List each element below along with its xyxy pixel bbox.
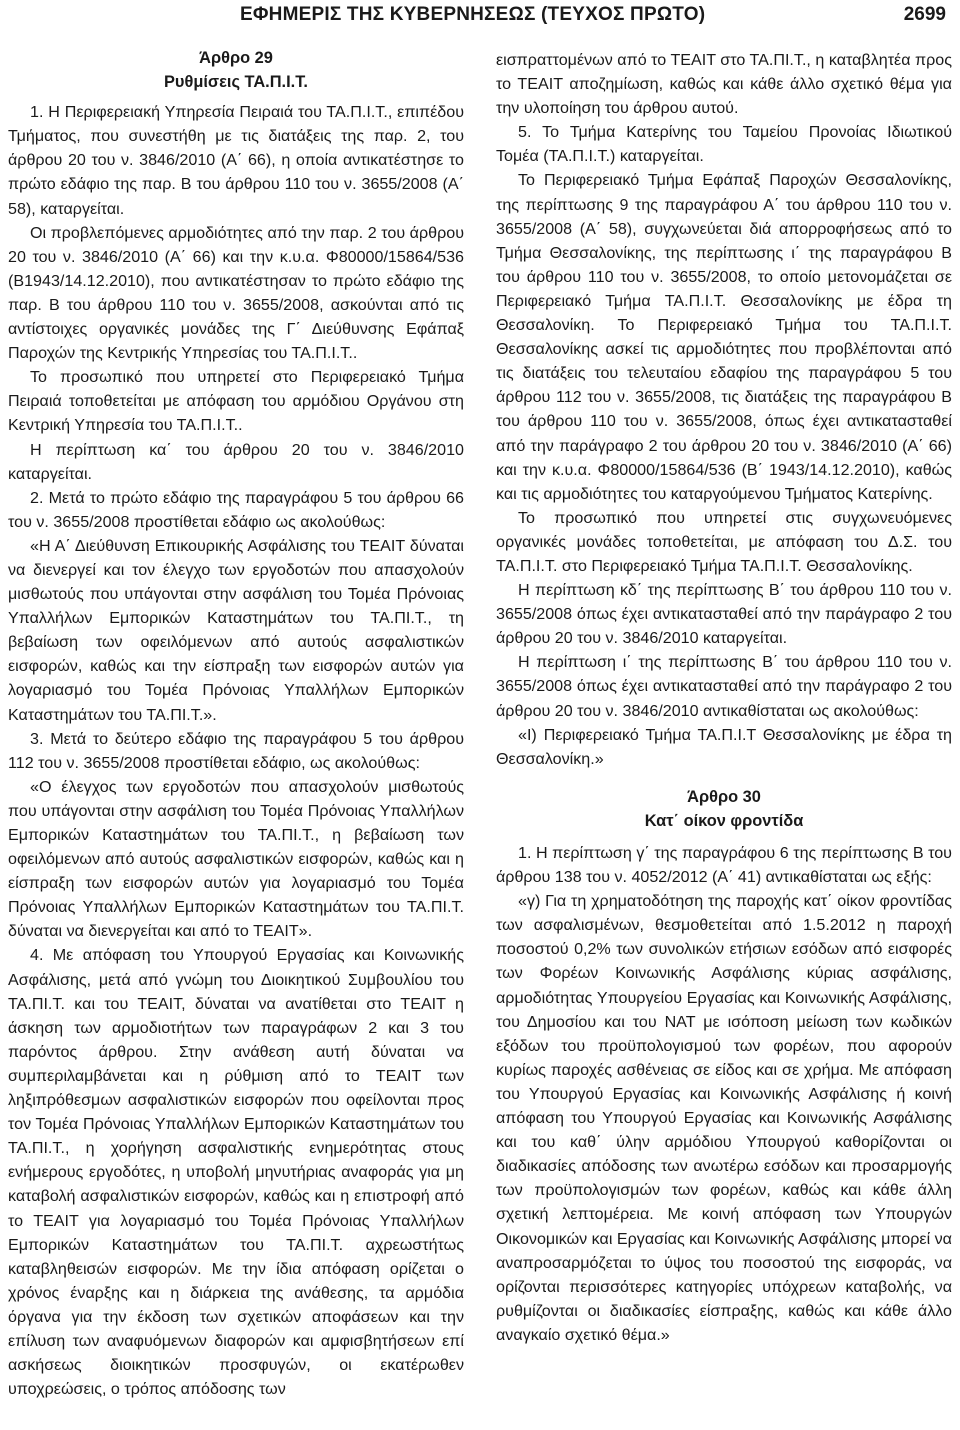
paragraph: Η περίπτωση κα΄ του άρθρου 20 του ν. 3846/2010 καταργείται. [8,440,464,483]
paragraph: 5. Το Τμήμα Κατερίνης του Ταμείου Προνοίας Ιδιωτικού Τομέα (ΤΑ.Π.Ι.Τ.) καταργείται. [496,123,952,166]
right-column [496,48,952,1347]
quoted-paragraph: «Η Α΄ Διεύθυνση Επικουρικής Ασφάλισης του ΤΕΑΙΤ δύναται να διενεργεί και τον έλεγχο των εργοδοτών που απασχολούν μισθωτούς που υπάγονται στην ασφάλιση του Τομέα Πρόνοιας Υπαλλήλων Εμπορικών Καταστημάτων του ΤΑ.ΠΙ.Τ., τη βεβαίωση των οφειλόμενων από αυτούς ασφαλιστικών εισφορών, καθώς και την είσπραξη των εισφορών αυτών για λογαριασμό του Τομέα Πρόνοιας Υπαλλήλων Εμπορικών Καταστημάτων του ΤΑ.ΠΙ.Τ.». [8,536,464,724]
paragraph: Οι προβλεπόμενες αρμοδιότητες από την παρ. 2 του άρθρου 20 του ν. 3846/2010 (Α΄ 66) και την κ.υ.α. Φ80000/15864/536 (Β1943/14.12.2010), που αντικατέστησαν το πρώτο εδάφιο της παρ. Β του άρθρου 110 του ν. 3655/2008, ασκούνται από τις αντίστοιχες οργανικές μονάδες της Γ΄ Διεύθυνσης Εφάπαξ Παροχών της Κεντρικής Υπηρεσίας του ΤΑ.Π.Ι.Τ.. [8,223,464,363]
paragraph: Η περίπτωση ι΄ της περίπτωσης Β΄ του άρθρου 110 του ν. 3655/2008 όπως έχει αντικατασταθεί από την παράγραφο 2 του άρθρου 20 του ν. 3846/2010 αντικαθίσταται ως ακολούθως: [496,653,952,720]
paragraph: Το Περιφερειακό Τμήμα Εφάπαξ Παροχών Θεσσαλονίκης, της περίπτωσης 9 της παραγράφου Α΄ του άρθρου 110 του ν. 3655/2008 (Α΄ 58), συγχωνεύεται διά απορροφήσεως από το Τμήμα Θεσσαλονίκης, της περίπτωσης ι΄ της παραγράφου Β του άρθρου 110 του ν. 3655/2008, το οποίο μετονομάζεται σε Περιφερειακό Τμήμα ΤΑ.Π.Ι.Τ. Θεσσαλονίκης με έδρα τη Θεσσαλονίκη. Το Περιφερειακό Τμήμα του ΤΑ.Π.Ι.Τ. Θεσσαλονίκης ασκεί τις αρμοδιότητες που προβλέπονται από τις διατάξεις του τελευταίου εδαφίου της παραγράφου 5 του άρθρου 112 του ν. 3655/2008, τις διατάξεις της παραγράφου Β του άρθρου 110 του ν. 3655/2008, όπως έχει αντικατασταθεί από την παράγραφο 2 του άρθρου 20 του ν. 3846/2010 (Α΄ 66) και την κ.υ.α. Φ80000/15864/536 (Β΄ 1943/14.12.2010), καθώς και τις αρμοδιότητες του καταργούμενου Τμήματος Κατερίνης. [496,171,952,503]
paragraph: Η περίπτωση κδ΄ της περίπτωσης Β΄ του άρθρου 110 του ν. 3655/2008 όπως έχει αντικατασταθεί από την παράγραφο 2 του άρθρου 20 του ν. 3846/2010 καταργείται. [496,581,952,648]
page-number: 2699 [903,4,946,25]
left-column [8,46,464,1401]
gazette-title: ΕΦΗΜΕΡΙΣ ΤΗΣ ΚΥΒΕΡΝΗΣΕΩΣ (ΤΕΥΧΟΣ ΠΡΩΤΟ) [240,4,706,25]
paragraph-continued: εισπραττομένων από το ΤΕΑΙΤ στο ΤΑ.ΠΙ.Τ., η καταβλητέα προς το ΤΕΑΙΤ αποζημίωση, καθώς και κάθε άλλο σχετικό θέμα για την υλοποίηση του άρθρου αυτού. [496,51,952,118]
paragraph: 1. Η Περιφερειακή Υπηρεσία Πειραιά του ΤΑ.Π.Ι.Τ., επιπέδου Τμήματος, που συνεστήθη με τις διατάξεις της παρ. 2, του άρθρου 20 του ν. 3846/2010 (Α΄ 66), η οποία αντικατέστησε το πρώτο εδάφιο της παρ. Β του άρθρου 110 του ν. 3655/2008 (Α΄ 58), καταργείται. [8,103,464,218]
article-30-number: Άρθρο 30 [687,787,761,806]
paragraph: Το προσωπικό που υπηρετεί στο Περιφερειακό Τμήμα Πειραιά τοποθετείται με απόφαση του αρμόδιου Οργάνου στη Κεντρική Υπηρεσία του ΤΑ.Π.Ι.Τ.. [8,368,464,435]
article-29-number: Άρθρο 29 [199,49,273,67]
article-30-title: Κατ΄ οίκον φροντίδα [644,811,804,830]
paragraph: 2. Μετά το πρώτο εδάφιο της παραγράφου 5 του άρθρου 66 του ν. 3655/2008 προστίθεται εδάφιο ως ακολούθως: [8,488,464,531]
page-header [0,2,960,42]
paragraph: 1. Η περίπτωση γ΄ της παραγράφου 6 της περίπτωσης Β του άρθρου 138 του ν. 4052/2012 (Α΄ 41) αντικαθίσταται ως εξής: [496,844,952,887]
paragraph: 4. Με απόφαση του Υπουργού Εργασίας και Κοινωνικής Ασφάλισης, μετά από γνώμη του Διοικητικού Συμβουλίου του ΤΑ.ΠΙ.Τ. και του ΤΕΑΙΤ, δύναται να ανατίθεται στο ΤΕΑΙΤ η άσκηση των αρμοδιοτήτων των παραγράφων 2 και 3 του παρόντος άρθρου. Στην ανάθεση αυτή δύναται να συμπεριλαμβάνεται και η ρύθμιση από το ΤΕΑΙΤ των ληξιπρόθεσμων ασφαλιστικών εισφορών που οφείλονται προς τον Τομέα Πρόνοιας Υπαλλήλων Εμπορικών Καταστημάτων του ΤΑ.ΠΙ.Τ., η χορήγηση ασφαλιστικής ενημερότητας στους ενήμερους εργοδότες, η υποβολή μηνυτήριας αναφοράς για μη καταβολή ασφαλιστικών εισφορών, καθώς και η επιστροφή από το ΤΕΑΙΤ για λογαριασμό του Τομέα Πρόνοιας Υπαλλήλων Εμπορικών Καταστημάτων του ΤΑ.ΠΙ.Τ. αχρεωστήτως καταβληθεισών εισφορών. Με την ίδια απόφαση ορίζεται ο χρόνος έναρξης και η διάρκεια της ανάθεσης, τα αρμόδια όργανα για την έκδοση των σχετικών αποφάσεων και την επίλυση των αναφυόμενων διαφορών και αμφισβητήσεων επί ασκήσεως διοικητικών προσφυγών, οι εκατέρωθεν υποχρεώσεις, ο τρόπος απόδοσης των [8,946,464,1399]
paragraph: 3. Μετά το δεύτερο εδάφιο της παραγράφου 5 του άρθρου 112 του ν. 3655/2008 προστίθεται εδάφιο, ως ακολούθως: [8,729,464,772]
quoted-paragraph: «Ο έλεγχος των εργοδοτών που απασχολούν μισθωτούς που υπάγονται στην ασφάλιση του Τομέα Πρόνοιας Υπαλλήλων Εμπορικών Καταστημάτων του ΤΑ.ΠΙ.Τ., η βεβαίωση των οφειλόμενων από αυτούς ασφαλιστικών εισφορών, καθώς και η είσπραξη των εισφορών αυτών για λογαριασμό του Τομέα Πρόνοιας Υπαλλήλων Εμπορικών Καταστημάτων του ΤΑ.ΠΙ.Τ. δύναται να διενεργείται και από το ΤΕΑΙΤ». [8,777,464,941]
quoted-paragraph: «γ) Για τη χρηματοδότηση της παροχής κατ΄ οίκον φροντίδας των ασφαλισμένων, θεσμοθετείται από 1.5.2012 η παροχή ποσοστού 0,2% των συνολικών ετήσιων εσόδων από εισφορές των Φορέων Κοινωνικής Ασφάλισης κύριας ασφάλισης, αρμοδιότητας Υπουργείου Εργασίας και Κοινωνικής Ασφάλισης, του Δημοσίου και του ΝΑΤ με ισόποση μείωση των κωδικών εξόδων του προϋπολογισμού των φορέων, που αφορούν κυρίως παροχές ασθένειας σε είδος και σε χρήμα. Με απόφαση του Υπουργού Εργασίας και Κοινωνικής Ασφάλισης ή κοινή απόφαση του Υπουργού Εργασίας και Κοινωνικής Ασφάλισης και του καθ΄ ύλην αρμόδιου Υπουργού καθορίζονται οι διαδικασίες απόδοσης των ανωτέρω εσόδων και προσαρμογής των προϋπολογισμών των φορέων, καθώς και κάθε άλλη σχετική λεπτομέρεια. Με κοινή απόφαση των Υπουργών Οικονομικών και Εργασίας και Κοινωνικής Ασφάλισης μπορεί να αναπροσαρμόζεται το ύψος του ποσοστού της εισφοράς, να ορίζονται περισσότερες κατηγορίες υπόχρεων καταβολής, να ρυθμίζονται οι διαδικασίες είσπραξης, καθώς και κάθε άλλο αναγκαίο σχετικό θέμα.» [496,892,952,1344]
quoted-paragraph: «Ι) Περιφερειακό Τμήμα ΤΑ.Π.Ι.Τ Θεσσαλονίκης με έδρα τη Θεσσαλονίκη.» [496,725,952,768]
article-29-title: Ρυθμίσεις ΤΑ.Π.Ι.Τ. [164,73,308,92]
paragraph: Το προσωπικό που υπηρετεί στις συγχωνευόμενες οργανικές μονάδες τοποθετείται, με απόφαση του Δ.Σ. του ΤΑ.Π.Ι.Τ. στο Περιφερειακό Τμήμα ΤΑ.Π.Ι.Τ. Θεσσαλονίκης. [496,508,952,575]
